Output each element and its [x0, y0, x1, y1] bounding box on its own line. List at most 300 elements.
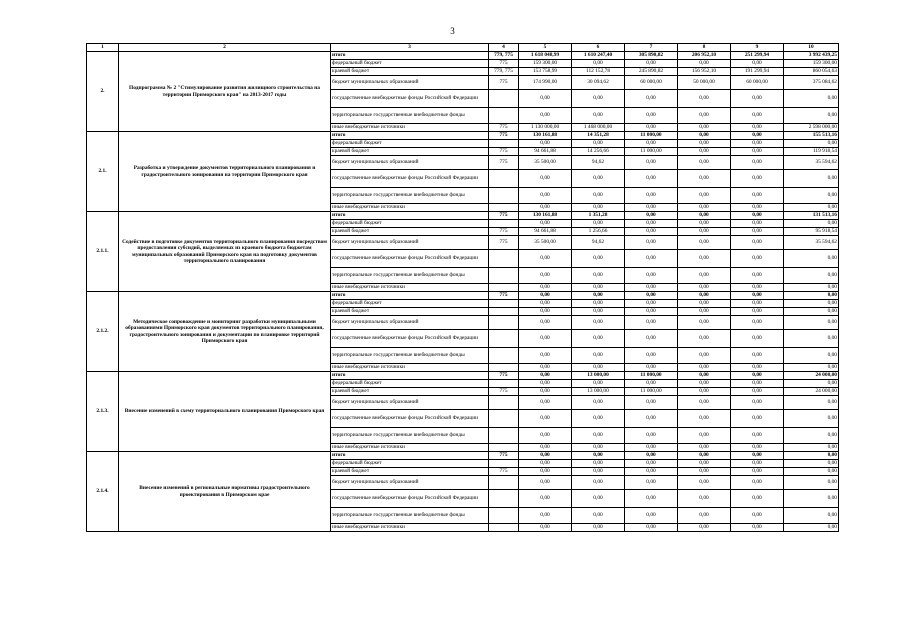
- year-value-cell: 0,00: [519, 410, 572, 428]
- funding-source-label: федеральный бюджет: [331, 220, 489, 228]
- year-value-cell: 0,00: [572, 268, 625, 284]
- year-value-cell: 1 351,28: [572, 212, 625, 220]
- year-value-cell: 0,00: [731, 300, 784, 308]
- year-value-cell: 0,00: [519, 372, 572, 380]
- year-value-cell: 0,00: [678, 524, 731, 532]
- table-row: [87, 212, 839, 220]
- year-value-cell: 13 000,00: [572, 388, 625, 396]
- year-value-cell: 0,00: [678, 468, 731, 476]
- year-value-cell: 0,00: [572, 60, 625, 68]
- year-value-cell: 0,00: [678, 90, 731, 108]
- budget-code: [489, 444, 519, 452]
- section-number: 2.1.3.: [87, 372, 119, 452]
- year-value-cell: 0,00: [625, 124, 678, 132]
- year-value-cell: 0,00: [625, 170, 678, 188]
- budget-code: 775: [489, 124, 519, 132]
- table-row: [87, 132, 839, 140]
- header-cell: 9: [731, 44, 784, 52]
- year-value-cell: 14 351,28: [572, 132, 625, 140]
- year-value-cell: 0,00: [731, 444, 784, 452]
- total-value-cell: 0,00: [784, 268, 839, 284]
- funding-source-label: федеральный бюджет: [331, 60, 489, 68]
- section-title: Методическое сопровождение и мониторинг разработки муниципальными образованиями Приморского края документов территориального планирования, градостроительного зонирования и документации по планировке территорий Приморского края: [119, 292, 331, 372]
- header-cell: 6: [572, 44, 625, 52]
- total-value-cell: 24 000,00: [784, 372, 839, 380]
- total-value-cell: 95 918,54: [784, 228, 839, 236]
- budget-code: [489, 428, 519, 444]
- table-row: [87, 292, 839, 300]
- year-value-cell: 0,00: [678, 300, 731, 308]
- year-value-cell: 0,00: [678, 348, 731, 364]
- year-value-cell: 94 661,88: [519, 148, 572, 156]
- year-value-cell: 0,00: [731, 124, 784, 132]
- budget-code: [489, 476, 519, 490]
- year-value-cell: 0,00: [731, 388, 784, 396]
- year-value-cell: 0,00: [678, 148, 731, 156]
- budget-code: [489, 348, 519, 364]
- year-value-cell: 0,00: [519, 284, 572, 292]
- budget-code: [489, 330, 519, 348]
- funding-source-label: краевой бюджет: [331, 308, 489, 316]
- year-value-cell: 0,00: [519, 380, 572, 388]
- total-value-cell: 860 054,63: [784, 68, 839, 76]
- year-value-cell: 153 758,99: [519, 68, 572, 76]
- funding-source-label: территориальные государственные внебюджетные фонды: [331, 428, 489, 444]
- budget-code: 775: [489, 76, 519, 90]
- section-number: 2.1.1.: [87, 212, 119, 292]
- year-value-cell: 0,00: [519, 452, 572, 460]
- year-value-cell: 0,00: [625, 444, 678, 452]
- year-value-cell: 0,00: [678, 452, 731, 460]
- year-value-cell: 0,00: [678, 284, 731, 292]
- funding-source-label: иные внебюджетные источники: [331, 124, 489, 132]
- year-value-cell: 0,00: [572, 410, 625, 428]
- year-value-cell: 0,00: [519, 308, 572, 316]
- section-title: Внесение изменений в схему территориального планирования Приморского края: [119, 372, 331, 452]
- year-value-cell: 0,00: [731, 90, 784, 108]
- year-value-cell: 0,00: [731, 468, 784, 476]
- year-value-cell: 0,00: [572, 188, 625, 204]
- year-value-cell: 0,00: [572, 452, 625, 460]
- budget-code: 775: [489, 60, 519, 68]
- funding-source-label: бюджет муниципальных образований: [331, 156, 489, 170]
- year-value-cell: 0,00: [519, 396, 572, 410]
- year-value-cell: 0,00: [678, 124, 731, 132]
- year-value-cell: 0,00: [572, 428, 625, 444]
- section-number: 2.1.: [87, 132, 119, 212]
- budget-code: 775: [489, 236, 519, 250]
- year-value-cell: 0,00: [678, 364, 731, 372]
- year-value-cell: 1 610 247,40: [572, 52, 625, 60]
- budget-code: [489, 460, 519, 468]
- year-value-cell: 0,00: [678, 212, 731, 220]
- year-value-cell: 0,00: [678, 140, 731, 148]
- year-value-cell: 0,00: [678, 316, 731, 330]
- year-value-cell: 0,00: [731, 132, 784, 140]
- year-value-cell: 0,00: [625, 410, 678, 428]
- year-value-cell: 0,00: [625, 140, 678, 148]
- year-value-cell: 0,00: [731, 490, 784, 508]
- funding-source-label: федеральный бюджет: [331, 300, 489, 308]
- year-value-cell: 1 130 000,00: [519, 124, 572, 132]
- year-value-cell: 0,00: [678, 372, 731, 380]
- total-value-cell: 0,00: [784, 490, 839, 508]
- year-value-cell: 0,00: [731, 220, 784, 228]
- year-value-cell: 0,00: [625, 292, 678, 300]
- year-value-cell: 35 500,00: [519, 236, 572, 250]
- funding-source-label: территориальные государственные внебюджетные фонды: [331, 348, 489, 364]
- header-cell: 4: [489, 44, 519, 52]
- budget-code: [489, 508, 519, 524]
- section-title: Подпрограмма № 2 "Стимулирование развития жилищного строительства на территории Приморского края" на 2013-2017 годы: [119, 52, 331, 132]
- total-value-cell: 35 594,62: [784, 156, 839, 170]
- total-value-cell: 0,00: [784, 284, 839, 292]
- total-value-cell: 0,00: [784, 428, 839, 444]
- year-value-cell: 0,00: [519, 330, 572, 348]
- funding-source-label: государственные внебюджетные фонды Российской Федерации: [331, 250, 489, 268]
- budget-code: [489, 250, 519, 268]
- year-value-cell: 0,00: [572, 380, 625, 388]
- year-value-cell: 0,00: [519, 292, 572, 300]
- funding-source-label: иные внебюджетные источники: [331, 364, 489, 372]
- year-value-cell: 0,00: [678, 108, 731, 124]
- year-value-cell: 0,00: [625, 156, 678, 170]
- year-value-cell: 0,00: [519, 460, 572, 468]
- year-value-cell: 0,00: [572, 90, 625, 108]
- year-value-cell: 0,00: [731, 204, 784, 212]
- year-value-cell: 0,00: [572, 508, 625, 524]
- year-value-cell: 0,00: [678, 60, 731, 68]
- year-value-cell: 0,00: [678, 490, 731, 508]
- year-value-cell: 0,00: [519, 524, 572, 532]
- year-value-cell: 0,00: [678, 428, 731, 444]
- year-value-cell: 0,00: [625, 250, 678, 268]
- table-row: [87, 52, 839, 60]
- total-value-cell: 0,00: [784, 90, 839, 108]
- year-value-cell: 0,00: [731, 308, 784, 316]
- year-value-cell: 0,00: [731, 364, 784, 372]
- budget-code: [489, 170, 519, 188]
- year-value-cell: 0,00: [519, 220, 572, 228]
- total-value-cell: 0,00: [784, 300, 839, 308]
- year-value-cell: 0,00: [625, 90, 678, 108]
- year-value-cell: 11 000,00: [625, 132, 678, 140]
- year-value-cell: 0,00: [625, 508, 678, 524]
- year-value-cell: 0,00: [731, 330, 784, 348]
- year-value-cell: 0,00: [731, 156, 784, 170]
- funding-source-label: иные внебюджетные источники: [331, 444, 489, 452]
- total-value-cell: 0,00: [784, 410, 839, 428]
- section-title: Содействие в подготовке документов территориального планирования посредством предоставления субсидий, выделяемых из краевого бюджета бюджетам муниципальных образований Приморского края на подготовку документов территориального планирования: [119, 212, 331, 292]
- year-value-cell: 30 094,62: [572, 76, 625, 90]
- year-value-cell: 14 256,66: [572, 148, 625, 156]
- year-value-cell: 0,00: [572, 330, 625, 348]
- year-value-cell: 0,00: [731, 60, 784, 68]
- total-value-cell: 0,00: [784, 204, 839, 212]
- header-cell: 8: [678, 44, 731, 52]
- year-value-cell: 0,00: [519, 268, 572, 284]
- year-value-cell: 0,00: [519, 388, 572, 396]
- budget-code: [489, 140, 519, 148]
- total-value-cell: 0,00: [784, 396, 839, 410]
- year-value-cell: 0,00: [731, 508, 784, 524]
- total-value-cell: 0,00: [784, 308, 839, 316]
- year-value-cell: 0,00: [731, 250, 784, 268]
- year-value-cell: 0,00: [572, 300, 625, 308]
- funding-source-label: краевой бюджет: [331, 68, 489, 76]
- budget-code: [489, 300, 519, 308]
- year-value-cell: 0,00: [731, 316, 784, 330]
- year-value-cell: 0,00: [572, 220, 625, 228]
- year-value-cell: 130 161,88: [519, 212, 572, 220]
- year-value-cell: 0,00: [519, 188, 572, 204]
- section-title: Разработка и утверждение документов территориального планирования и градостроительного зонирования на территории Приморского края: [119, 132, 331, 212]
- year-value-cell: 0,00: [572, 444, 625, 452]
- section-title: Внесение изменений в региональные нормативы градостроительного проектирования в Приморском крае: [119, 452, 331, 532]
- year-value-cell: 0,00: [625, 212, 678, 220]
- year-value-cell: 0,00: [625, 460, 678, 468]
- funding-source-label: бюджет муниципальных образований: [331, 476, 489, 490]
- total-value-cell: 119 918,54: [784, 148, 839, 156]
- year-value-cell: 0,00: [519, 250, 572, 268]
- year-value-cell: 0,00: [572, 308, 625, 316]
- year-value-cell: 0,00: [519, 90, 572, 108]
- year-value-cell: 0,00: [625, 228, 678, 236]
- funding-source-label: федеральный бюджет: [331, 380, 489, 388]
- total-value-cell: 0,00: [784, 330, 839, 348]
- year-value-cell: 0,00: [625, 236, 678, 250]
- budget-code: 775: [489, 156, 519, 170]
- year-value-cell: 0,00: [572, 204, 625, 212]
- total-value-cell: 0,00: [784, 468, 839, 476]
- budget-code: 775: [489, 132, 519, 140]
- year-value-cell: 0,00: [519, 316, 572, 330]
- year-value-cell: 1 256,66: [572, 228, 625, 236]
- funding-source-label: итого: [331, 132, 489, 140]
- year-value-cell: 0,00: [731, 236, 784, 250]
- year-value-cell: 0,00: [731, 212, 784, 220]
- year-value-cell: 1 618 048,99: [519, 52, 572, 60]
- year-value-cell: 0,00: [519, 140, 572, 148]
- year-value-cell: 0,00: [678, 460, 731, 468]
- year-value-cell: 0,00: [625, 452, 678, 460]
- year-value-cell: 94,62: [572, 236, 625, 250]
- year-value-cell: 0,00: [731, 524, 784, 532]
- funding-source-label: бюджет муниципальных образований: [331, 396, 489, 410]
- year-value-cell: 0,00: [731, 428, 784, 444]
- total-value-cell: 0,00: [784, 292, 839, 300]
- year-value-cell: 0,00: [625, 204, 678, 212]
- year-value-cell: 0,00: [519, 490, 572, 508]
- budget-code: [489, 490, 519, 508]
- budget-code: 775: [489, 148, 519, 156]
- year-value-cell: 0,00: [678, 228, 731, 236]
- total-value-cell: 0,00: [784, 452, 839, 460]
- total-value-cell: 0,00: [784, 188, 839, 204]
- funding-source-label: государственные внебюджетные фонды Российской Федерации: [331, 490, 489, 508]
- budget-code: [489, 220, 519, 228]
- year-value-cell: 174 990,00: [519, 76, 572, 90]
- total-value-cell: 0,00: [784, 476, 839, 490]
- year-value-cell: 0,00: [572, 348, 625, 364]
- budget-code: 775: [489, 372, 519, 380]
- year-value-cell: 50 000,00: [678, 76, 731, 90]
- year-value-cell: 0,00: [572, 364, 625, 372]
- funding-source-label: иные внебюджетные источники: [331, 204, 489, 212]
- year-value-cell: 0,00: [625, 300, 678, 308]
- year-value-cell: 0,00: [572, 460, 625, 468]
- year-value-cell: 0,00: [572, 476, 625, 490]
- budget-code: [489, 396, 519, 410]
- funding-source-label: бюджет муниципальных образований: [331, 316, 489, 330]
- year-value-cell: 0,00: [572, 108, 625, 124]
- year-value-cell: 0,00: [625, 490, 678, 508]
- funding-source-label: территориальные государственные внебюджетные фонды: [331, 188, 489, 204]
- year-value-cell: 0,00: [678, 250, 731, 268]
- year-value-cell: 0,00: [625, 284, 678, 292]
- year-value-cell: 0,00: [731, 348, 784, 364]
- year-value-cell: 0,00: [519, 170, 572, 188]
- year-value-cell: 0,00: [572, 170, 625, 188]
- year-value-cell: 0,00: [625, 220, 678, 228]
- funding-source-label: краевой бюджет: [331, 388, 489, 396]
- section-number: 2.: [87, 52, 119, 132]
- year-value-cell: 0,00: [731, 476, 784, 490]
- funding-source-label: государственные внебюджетные фонды Российской Федерации: [331, 170, 489, 188]
- total-value-cell: 0,00: [784, 348, 839, 364]
- year-value-cell: 0,00: [625, 316, 678, 330]
- funding-source-label: территориальные государственные внебюджетные фонды: [331, 268, 489, 284]
- total-value-cell: 0,00: [784, 364, 839, 372]
- total-value-cell: 35 594,62: [784, 236, 839, 250]
- budget-code: 779, 775: [489, 52, 519, 60]
- year-value-cell: 0,00: [625, 348, 678, 364]
- year-value-cell: 0,00: [678, 388, 731, 396]
- funding-source-label: краевой бюджет: [331, 148, 489, 156]
- funding-source-label: государственные внебюджетные фонды Российской Федерации: [331, 90, 489, 108]
- budget-code: [489, 316, 519, 330]
- year-value-cell: 112 152,78: [572, 68, 625, 76]
- year-value-cell: 0,00: [625, 428, 678, 444]
- year-value-cell: 0,00: [519, 204, 572, 212]
- funding-source-label: итого: [331, 212, 489, 220]
- year-value-cell: 0,00: [625, 524, 678, 532]
- budget-code: 775: [489, 228, 519, 236]
- budget-code: 775: [489, 292, 519, 300]
- year-value-cell: 0,00: [678, 170, 731, 188]
- year-value-cell: 206 952,10: [678, 52, 731, 60]
- funding-source-label: федеральный бюджет: [331, 140, 489, 148]
- table-row: [87, 452, 839, 460]
- year-value-cell: 0,00: [731, 140, 784, 148]
- total-value-cell: 131 513,16: [784, 212, 839, 220]
- budget-code: [489, 380, 519, 388]
- year-value-cell: 0,00: [678, 380, 731, 388]
- year-value-cell: 0,00: [678, 476, 731, 490]
- header-cell: 10: [784, 44, 839, 52]
- year-value-cell: 159 300,00: [519, 60, 572, 68]
- budget-code: 775: [489, 212, 519, 220]
- year-value-cell: 11 000,00: [625, 148, 678, 156]
- year-value-cell: 305 890,82: [625, 52, 678, 60]
- year-value-cell: 0,00: [625, 188, 678, 204]
- year-value-cell: 0,00: [572, 284, 625, 292]
- year-value-cell: 0,00: [625, 108, 678, 124]
- header-cell: 1: [87, 44, 119, 52]
- year-value-cell: 0,00: [678, 508, 731, 524]
- budget-code: [489, 308, 519, 316]
- total-value-cell: 0,00: [784, 220, 839, 228]
- budget-code: 775: [489, 388, 519, 396]
- year-value-cell: 0,00: [678, 268, 731, 284]
- year-value-cell: 0,00: [731, 108, 784, 124]
- year-value-cell: 191 299,94: [731, 68, 784, 76]
- year-value-cell: 0,00: [678, 330, 731, 348]
- year-value-cell: 0,00: [519, 108, 572, 124]
- year-value-cell: 0,00: [678, 132, 731, 140]
- year-value-cell: 0,00: [731, 284, 784, 292]
- year-value-cell: 35 500,00: [519, 156, 572, 170]
- year-value-cell: 0,00: [731, 396, 784, 410]
- total-value-cell: 3 992 439,25: [784, 52, 839, 60]
- budget-code: [489, 90, 519, 108]
- funding-source-label: государственные внебюджетные фонды Российской Федерации: [331, 330, 489, 348]
- year-value-cell: 0,00: [625, 476, 678, 490]
- funding-source-label: территориальные государственные внебюджетные фонды: [331, 508, 489, 524]
- year-value-cell: 1 468 000,00: [572, 124, 625, 132]
- year-value-cell: 0,00: [572, 140, 625, 148]
- total-value-cell: 0,00: [784, 140, 839, 148]
- year-value-cell: 0,00: [678, 156, 731, 170]
- year-value-cell: 0,00: [678, 396, 731, 410]
- year-value-cell: 0,00: [572, 524, 625, 532]
- year-value-cell: 0,00: [678, 220, 731, 228]
- header-cell: 2: [119, 44, 331, 52]
- year-value-cell: 11 000,00: [625, 388, 678, 396]
- year-value-cell: 0,00: [678, 410, 731, 428]
- year-value-cell: 0,00: [519, 508, 572, 524]
- year-value-cell: 0,00: [625, 308, 678, 316]
- year-value-cell: 0,00: [625, 380, 678, 388]
- year-value-cell: 0,00: [678, 444, 731, 452]
- total-value-cell: 0,00: [784, 444, 839, 452]
- year-value-cell: 0,00: [731, 228, 784, 236]
- year-value-cell: 0,00: [731, 148, 784, 156]
- year-value-cell: 0,00: [731, 292, 784, 300]
- header-cell: 7: [625, 44, 678, 52]
- year-value-cell: 0,00: [519, 444, 572, 452]
- year-value-cell: 0,00: [678, 308, 731, 316]
- funding-source-label: бюджет муниципальных образований: [331, 236, 489, 250]
- funding-source-label: иные внебюджетные источники: [331, 524, 489, 532]
- year-value-cell: 94,62: [572, 156, 625, 170]
- year-value-cell: 0,00: [625, 60, 678, 68]
- year-value-cell: 245 890,82: [625, 68, 678, 76]
- year-value-cell: 0,00: [572, 250, 625, 268]
- total-value-cell: 0,00: [784, 524, 839, 532]
- budget-code: 779, 775: [489, 68, 519, 76]
- funding-source-label: бюджет муниципальных образований: [331, 76, 489, 90]
- year-value-cell: 0,00: [731, 188, 784, 204]
- funding-source-label: краевой бюджет: [331, 228, 489, 236]
- section-number: 2.1.2.: [87, 292, 119, 372]
- year-value-cell: 0,00: [519, 476, 572, 490]
- year-value-cell: 0,00: [572, 316, 625, 330]
- funding-source-label: краевой бюджет: [331, 468, 489, 476]
- funding-source-label: итого: [331, 52, 489, 60]
- year-value-cell: 60 000,00: [625, 76, 678, 90]
- year-value-cell: 0,00: [519, 348, 572, 364]
